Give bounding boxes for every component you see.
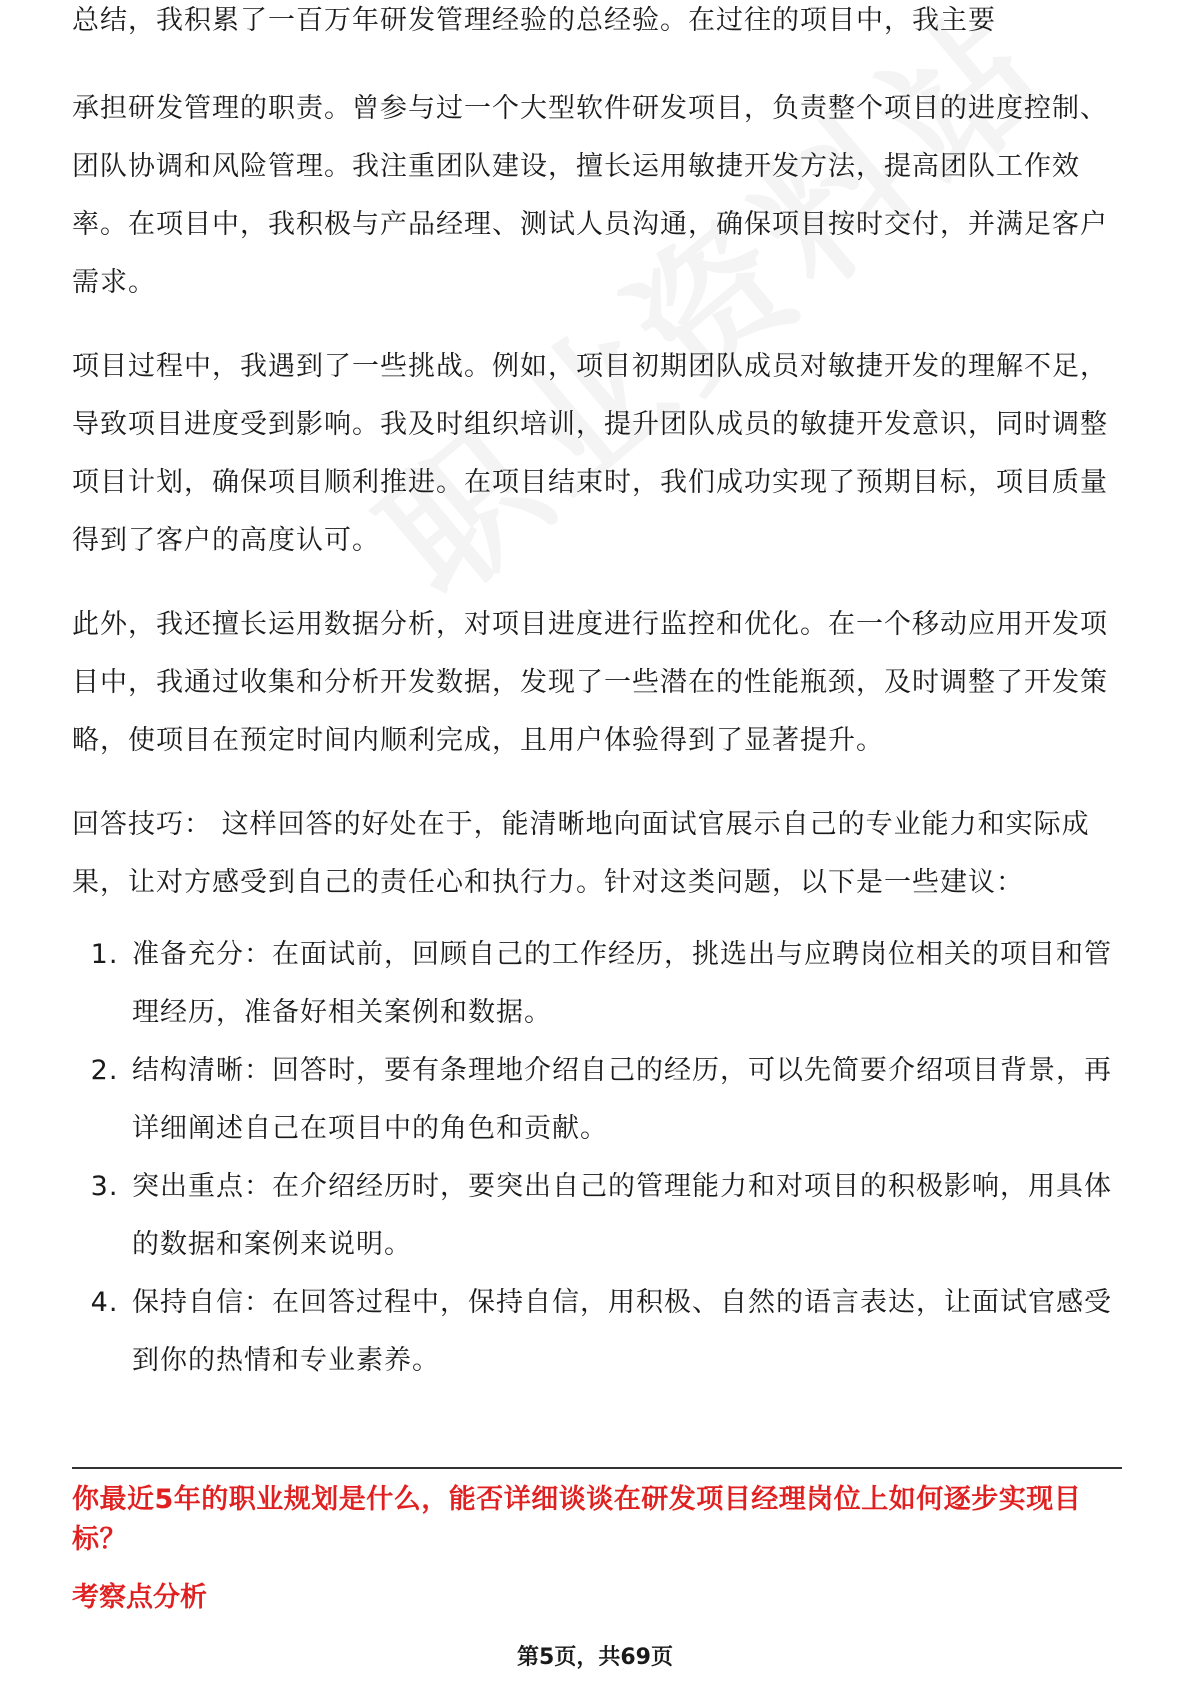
cut-off-line	[72, 5, 1122, 62]
list-item: 3. 突出重点：在介绍经历时，要突出自己的管理能力和对项目的积极影响，用具体的数据和案例来说明。	[128, 1158, 1122, 1274]
answer-body	[72, 80, 1122, 1390]
analysis-heading: 考察点分析	[72, 1582, 207, 1613]
answer-tips-intro: 回答技巧： 这样回答的好处在于，能清晰地向面试官展示自己的专业能力和实际成果，让对方感受到自己的责任心和执行力。针对这类问题，以下是一些建议：	[72, 809, 1090, 898]
paragraph-2: 项目过程中，我遇到了一些挑战。例如，项目初期团队成员对敏捷开发的理解不足，导致项目进度受到影响。我及时组织培训，提升团队成员的敏捷开发意识，同时调整项目计划，确保项目顺利推进。在项目结束时，我们成功实现了预期目标，项目质量得到了客户的高度认可。	[72, 351, 1108, 556]
section-divider	[72, 1467, 1122, 1469]
paragraph-1: 承担研发管理的职责。曾参与过一个大型软件研发项目，负责整个项目的进度控制、团队协调和风险管理。我注重团队建设，擅长运用敏捷开发方法，提高团队工作效率。在项目中，我积极与产品经理、测试人员沟通，确保项目按时交付，并满足客户需求。	[72, 93, 1108, 298]
list-item: 1. 准备充分：在面试前，回顾自己的工作经历，挑选出与应聘岗位相关的项目和管理经历，准备好相关案例和数据。	[128, 926, 1122, 1042]
tips-list	[72, 926, 1122, 1390]
cut-off-text: 总结，我积累了一百万年研发管理经验的总经验。在过往的项目中，我主要	[72, 5, 996, 36]
paragraph-3: 此外，我还擅长运用数据分析，对项目进度进行监控和优化。在一个移动应用开发项目中，我通过收集和分析开发数据，发现了一些潜在的性能瓶颈，及时调整了开发策略，使项目在预定时间内顺利完成，且用户体验得到了显著提升。	[72, 609, 1108, 756]
question-heading: 你最近5年的职业规划是什么，能否详细谈谈在研发项目经理岗位上如何逐步实现目标？	[72, 1484, 1082, 1555]
page-number: 第5页，共69页	[517, 1645, 673, 1670]
list-item: 4. 保持自信：在回答过程中，保持自信，用积极、自然的语言表达，让面试官感受到你的热情和专业素养。	[128, 1274, 1122, 1390]
list-item: 2. 结构清晰：回答时，要有条理地介绍自己的经历，可以先简要介绍项目背景，再详细阐述自己在项目中的角色和贡献。	[128, 1042, 1122, 1158]
